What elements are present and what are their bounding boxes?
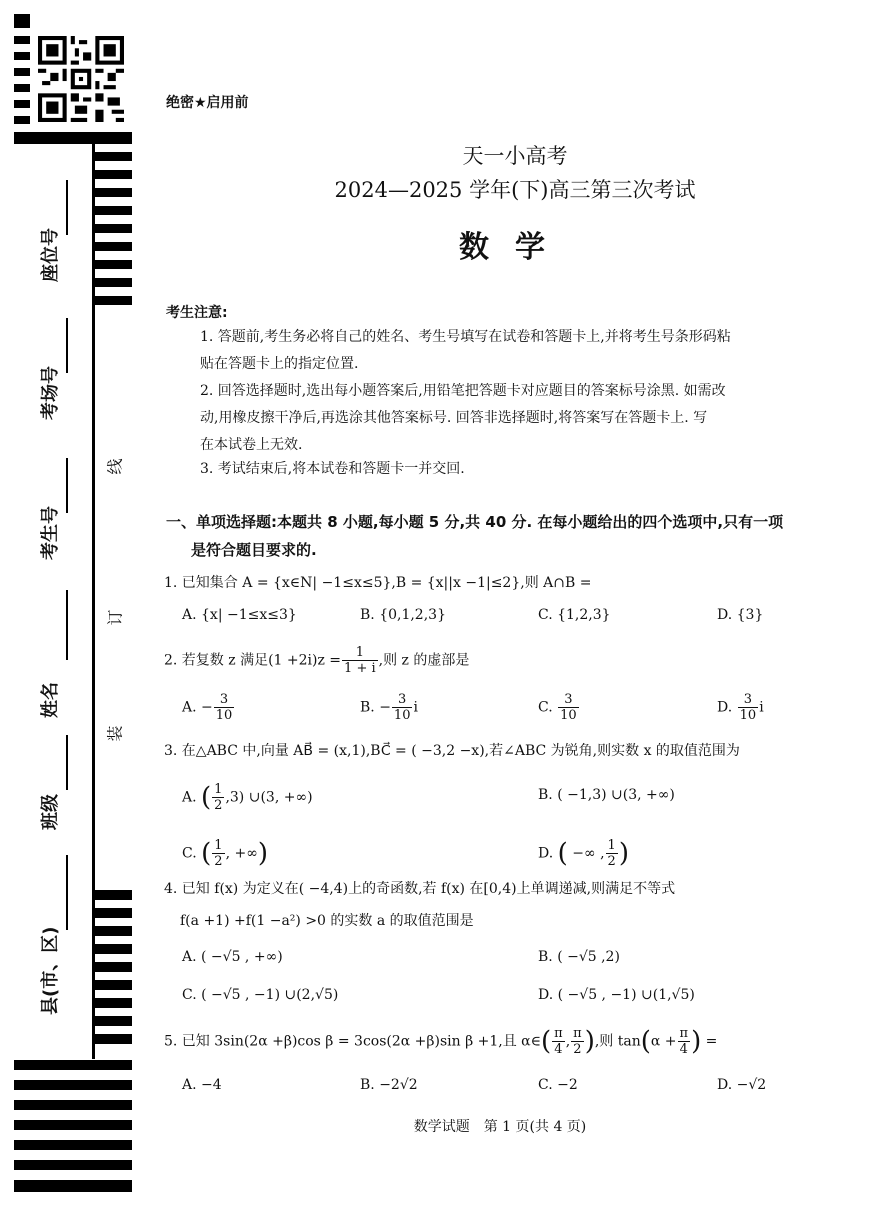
section-heading: 一、单项选择题:本题共 8 小题,每小题 5 分,共 40 分. 在每小题给出的四个选项中,只有一项 是符合题目要求的. [166, 513, 784, 559]
q1-option-d: D. {3} [717, 607, 764, 623]
note-item-2: 2. 回答选择题时,选出每小题答案后,用铅笔把答题卡对应题目的答案标号涂黑. 如需改 动,用橡皮擦干净后,再选涂其他答案标号. 回答非选择题时,将答案写在答题卡上. 写 在本试卷上无效. [200, 383, 726, 453]
q3-option-a: A. ( $\frac{1}{2}$ ,3) ∪(3, +∞) [182, 782, 313, 813]
q4-option-b: B. ( −√5 ,2) [538, 949, 620, 965]
q3-option-d: D. ( −∞ , $\frac{1}{2}$ ) [538, 838, 629, 869]
q4-option-c: C. ( −√5 , −1) ∪(2,√5) [182, 987, 339, 1003]
q5-option-c: C. −2 [538, 1077, 578, 1093]
question-2-stem: 2. 若复数 z 满足(1 +2i)z = $\frac{1}{1 + i}$ ,则 z 的虚部是 [164, 645, 470, 676]
confidential-mark: 绝密★启用前 [166, 95, 249, 111]
subject-title: 数学 [459, 230, 571, 265]
field-line [66, 318, 68, 373]
note-item-1: 1. 答题前,考生务必将自己的姓名、考生号填写在试卷和答题卡上,并将考生号条形码粘 贴在答题卡上的指定位置. [200, 329, 731, 372]
field-line [66, 855, 68, 930]
stripe-column-bottom [95, 890, 132, 1060]
q2-option-d: D. $\frac{3}{10}$ i [717, 692, 764, 723]
corner-mark [14, 14, 30, 28]
q5-option-a: A. −4 [182, 1077, 222, 1093]
fraction: $\frac{1}{1 + i}$ [344, 645, 376, 676]
field-line [66, 590, 68, 660]
question-3-stem: 3. 在△ABC 中,向量 AB⃗ = (x,1),BC⃗ = ( −3,2 −x),若∠ABC 为锐角,则实数 x 的取值范围为 [164, 743, 740, 759]
question-1-stem: 1. 已知集合 A = {x∈N| −1≤x≤5},B = {x||x −1|≤2},则 A∩B = [164, 575, 592, 591]
bind-char-bind: 装 [105, 725, 125, 742]
notes-heading: 考生注意: [166, 305, 228, 321]
field-class: 班级 [40, 794, 61, 830]
q4-option-a: A. ( −√5 , +∞) [182, 949, 283, 965]
field-seat-number: 座位号 [40, 228, 61, 282]
field-room-number: 考场号 [40, 366, 61, 420]
q1-option-b: B. {0,1,2,3} [360, 607, 446, 623]
page-footer: 数学试题 第 1 页(共 4 页) [413, 1119, 587, 1135]
field-county: 县(市、区) [40, 926, 61, 1015]
question-5-stem: 5. 已知 3sin(2α +β)cos β = 3cos(2α +β)sin β +1,且 α∈( $\frac{\pi}{4}$ , $\frac{\pi}{2}$ ),则 tan(α + $\frac{\pi}{4}$ ) = [164, 1026, 718, 1057]
field-name: 姓名 [40, 682, 61, 718]
q2-option-a: A. − $\frac{3}{10}$ [182, 692, 233, 723]
q5-option-b: B. −2√2 [360, 1077, 418, 1093]
q4-option-d: D. ( −√5 , −1) ∪(1,√5) [538, 987, 695, 1003]
exam-series-title: 天一小高考 [462, 144, 568, 168]
q1-option-a: A. {x| −1≤x≤3} [182, 607, 297, 623]
exam-title: 2024—2025 学年(下)高三第三次考试 [334, 178, 696, 202]
qr-code-icon [38, 36, 124, 122]
field-line [66, 735, 68, 790]
question-4-stem-line1: 4. 已知 f(x) 为定义在( −4,4)上的奇函数,若 f(x) 在[0,4)上单调递减,则满足不等式 [164, 881, 676, 897]
field-line [66, 458, 68, 513]
q5-option-d: D. −√2 [717, 1077, 767, 1093]
q1-option-c: C. {1,2,3} [538, 607, 611, 623]
field-exam-number: 考生号 [40, 506, 61, 560]
bind-char-staple: 订 [105, 609, 125, 626]
bind-char-line: 线 [105, 458, 125, 475]
q2-option-c: C. $\frac{3}{10}$ [538, 692, 577, 723]
note-item-3: 3. 考试结束后,将本试卷和答题卡一并交回. [200, 461, 465, 477]
q2-option-b: B. − $\frac{3}{10}$ i [360, 692, 418, 723]
q3-option-b: B. ( −1,3) ∪(3, +∞) [538, 787, 675, 803]
question-4-stem-line2: f(a +1) +f(1 −a²) >0 的实数 a 的取值范围是 [180, 913, 474, 929]
q3-option-c: C. ( $\frac{1}{2}$ , +∞) [182, 838, 269, 869]
barcode-strip [14, 14, 30, 144]
